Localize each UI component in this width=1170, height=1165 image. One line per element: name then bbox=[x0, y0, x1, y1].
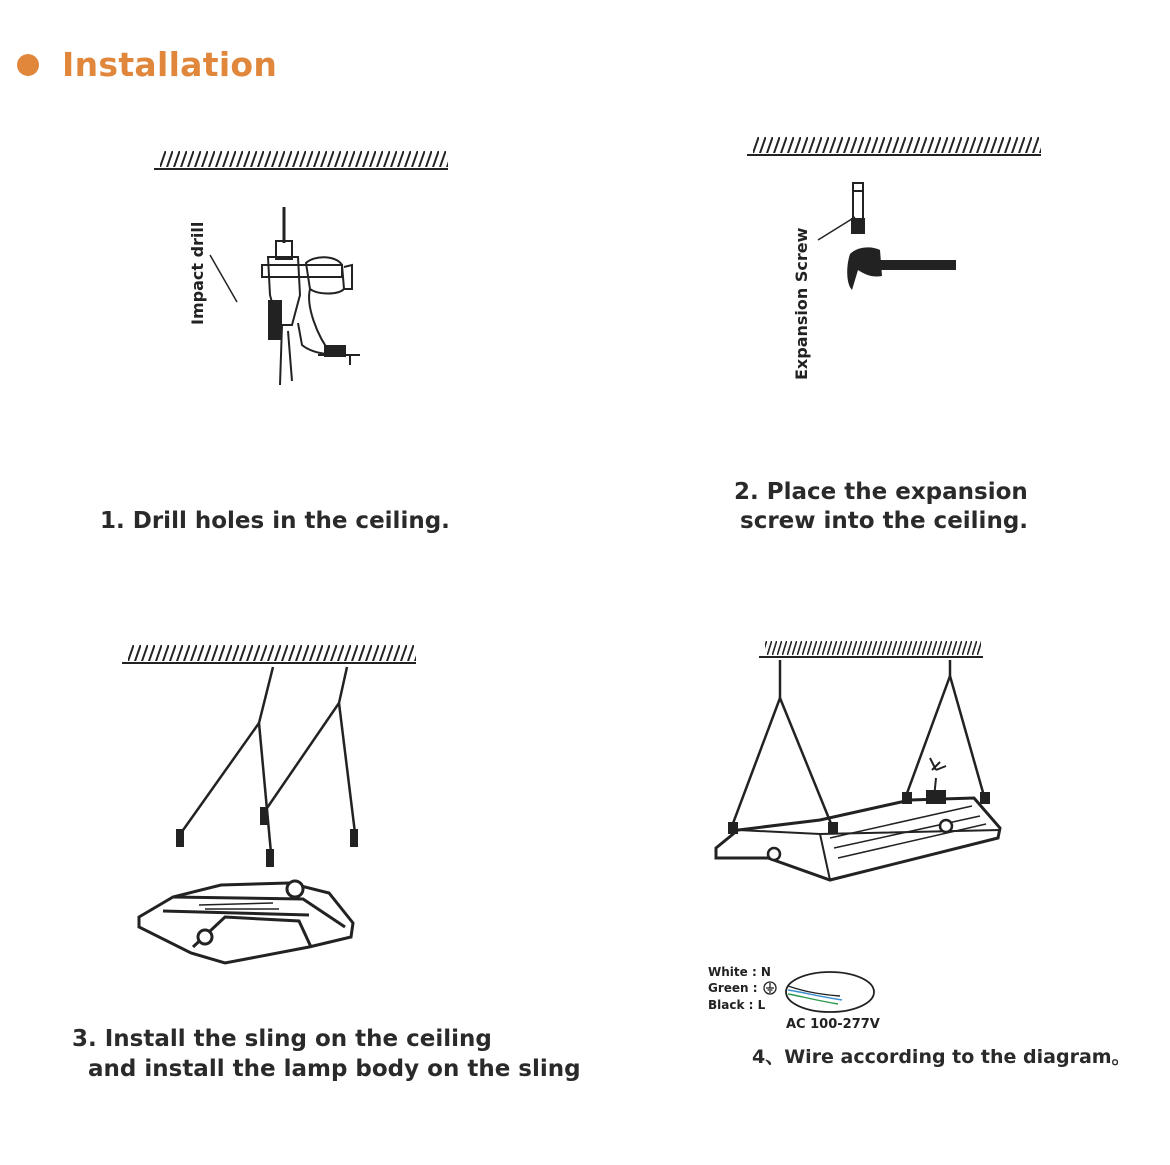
title-bullet bbox=[17, 54, 39, 76]
step-2-caption-line-2: screw into the ceiling. bbox=[740, 508, 1029, 534]
step-3-caption-line-1: 3. Install the sling on the ceiling bbox=[72, 1026, 492, 1052]
ceiling-hatch-2 bbox=[745, 136, 1045, 158]
expansion-screw-label: Expansion Screw bbox=[792, 227, 811, 380]
wire-green-label: Green : bbox=[708, 981, 758, 995]
page-title: Installation bbox=[62, 45, 278, 84]
expansion-screw-icon bbox=[849, 181, 869, 241]
ground-symbol-icon bbox=[763, 981, 777, 995]
voltage-label: AC 100-277V bbox=[786, 1017, 880, 1032]
step-4-caption: 4、Wire according to the diagram。 bbox=[752, 1046, 1131, 1068]
impact-drill-label: Impact drill bbox=[188, 221, 207, 325]
hanging-lamp-icon bbox=[710, 658, 1010, 888]
ceiling-hatch-1 bbox=[152, 150, 452, 170]
wire-black-label: Black : L bbox=[708, 998, 766, 1012]
ceiling-hatch-3 bbox=[120, 644, 420, 666]
power-cable-icon bbox=[780, 968, 880, 1018]
impact-drill-icon bbox=[258, 205, 368, 390]
wire-white-label: White : N bbox=[708, 965, 771, 979]
step-2-caption-line-1: 2. Place the expansion bbox=[734, 479, 1028, 505]
hammer-icon bbox=[842, 240, 962, 320]
lamp-sling-icon bbox=[133, 665, 373, 965]
step-1-caption: 1. Drill holes in the ceiling. bbox=[100, 508, 450, 534]
impact-drill-pointer bbox=[205, 250, 265, 320]
step-3-caption-line-2: and install the lamp body on the sling bbox=[88, 1056, 581, 1082]
